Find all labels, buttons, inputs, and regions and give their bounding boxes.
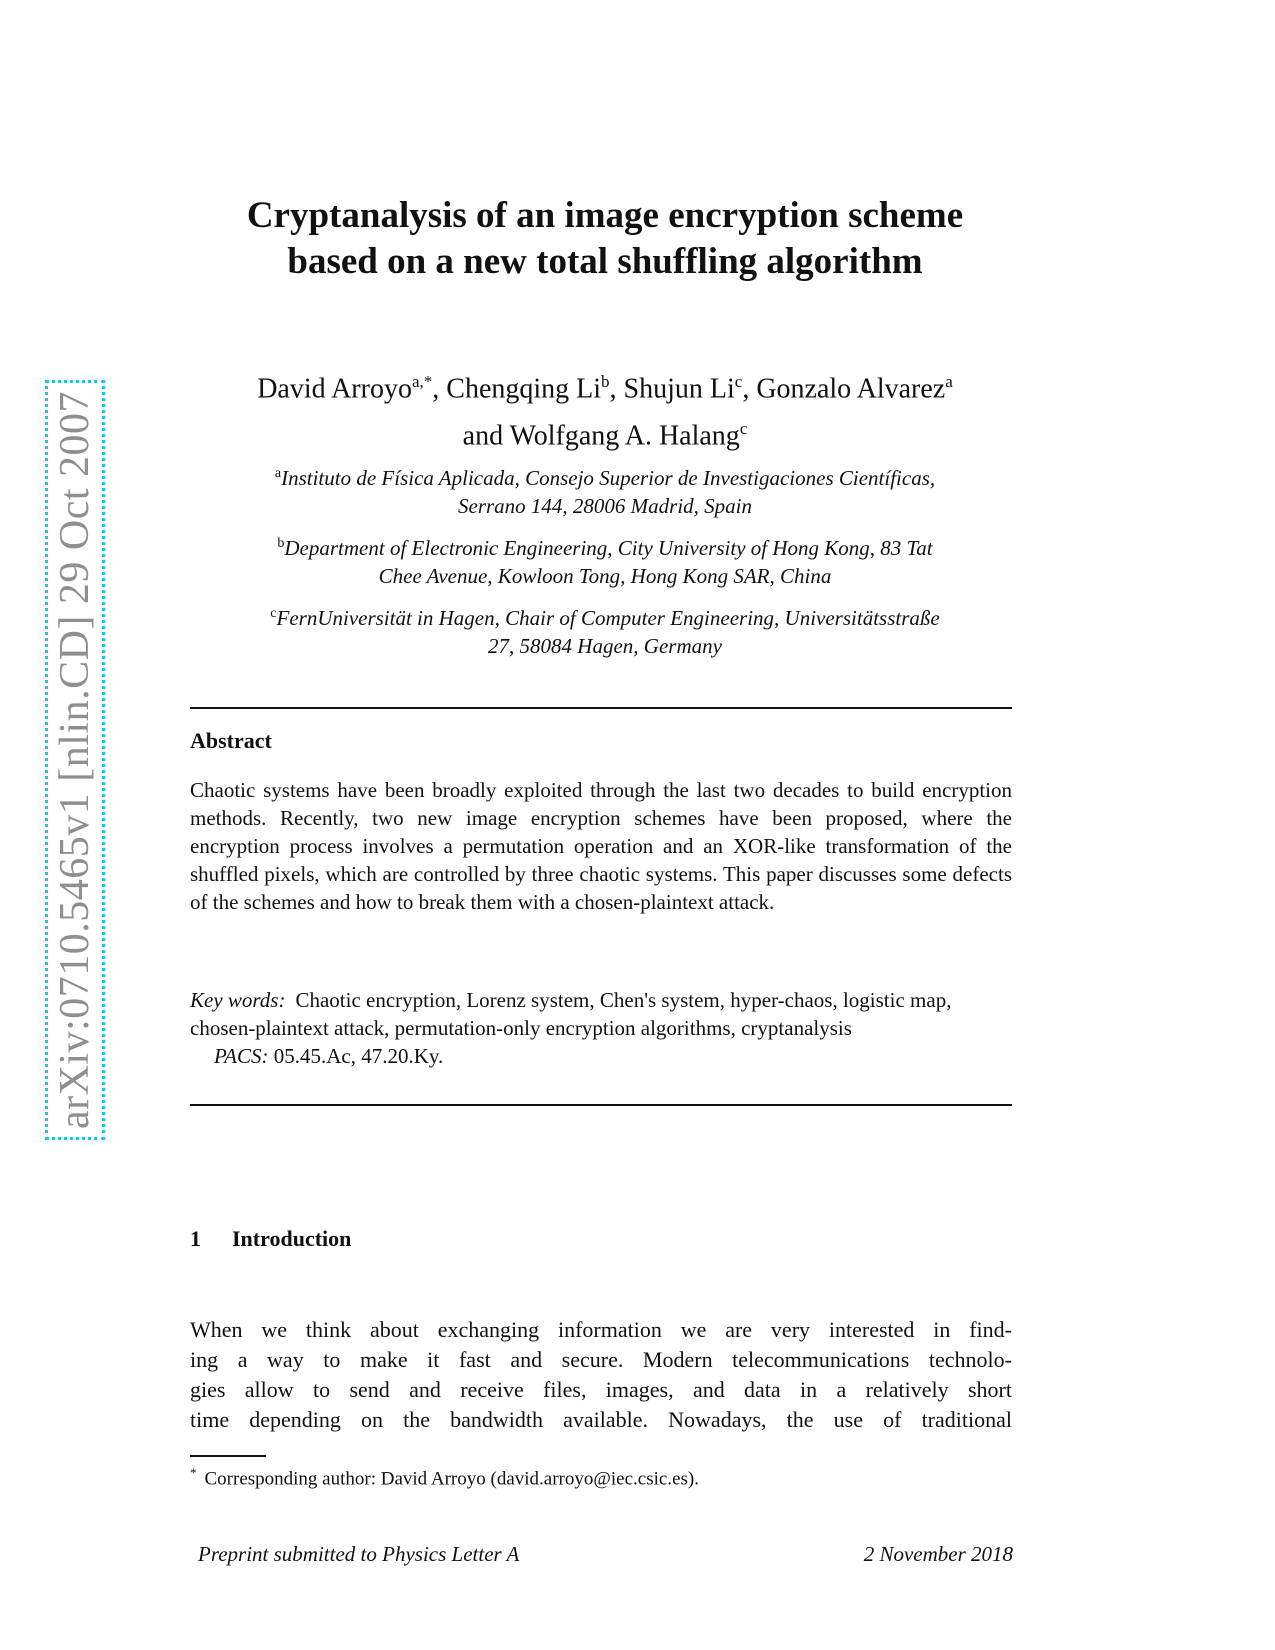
affiliation-mark: c bbox=[270, 606, 277, 621]
footnote-mark: * bbox=[190, 1465, 197, 1480]
section-number: 1 bbox=[190, 1226, 201, 1251]
text-line: time depending on the bandwidth available. Nowadays, the use of traditional bbox=[190, 1407, 1012, 1432]
keywords-block bbox=[190, 986, 1012, 1070]
introduction-text bbox=[190, 1315, 1012, 1435]
text-line: gies allow to send and receive files, images, and data in a relatively short bbox=[190, 1377, 1012, 1402]
footer-preprint-note: Preprint submitted to Physics Letter A bbox=[198, 1542, 520, 1566]
section-heading bbox=[190, 1226, 351, 1252]
author-list bbox=[180, 362, 1030, 457]
author-name: David Arroyo bbox=[257, 373, 412, 405]
author-affil-mark: b bbox=[601, 372, 610, 391]
arxiv-stamp[interactable]: arXiv:0710.5465v1 [nlin.CD] 29 Oct 2007 bbox=[45, 380, 105, 1140]
footnote-rule bbox=[190, 1455, 266, 1457]
affiliation-mark: b bbox=[277, 536, 285, 551]
text-line: When we think about exchanging information we are very interested in find- bbox=[190, 1317, 1012, 1342]
author-name: Shujun Li bbox=[623, 373, 735, 405]
abstract-heading: Abstract bbox=[190, 728, 272, 753]
footnote-text: Corresponding author: David Arroyo (david.arroyo@iec.csic.es). bbox=[204, 1468, 699, 1490]
title-line: Cryptanalysis of an image encryption scheme bbox=[246, 195, 964, 236]
author-affil-mark: a,* bbox=[411, 372, 433, 391]
affiliation-mark: a bbox=[274, 466, 282, 481]
pacs-text: 05.45.Ac, 47.20.Ky. bbox=[273, 1044, 444, 1068]
author-affil-mark: c bbox=[739, 419, 748, 439]
text-line: ing a way to make it fast and secure. Modern telecommunications technolo- bbox=[190, 1347, 1012, 1372]
footnote bbox=[190, 1460, 699, 1492]
keywords-label: Key words: bbox=[190, 988, 286, 1012]
paper-title bbox=[190, 193, 1020, 285]
title-line: based on a new total shuffling algorithm bbox=[287, 241, 923, 282]
affiliation: $^b$Department of Electronic Engineering, City University of Hong Kong, 83 Tat Chee Avenue, Kowloon Tong, Hong Kong SAR, China bbox=[277, 536, 933, 588]
author-name: Chengqing Li bbox=[446, 373, 602, 405]
author-name: Gonzalo Alvarez bbox=[756, 373, 946, 405]
author-line bbox=[180, 409, 1030, 456]
pacs-label: PACS: bbox=[214, 1044, 269, 1068]
abstract-bottom-rule bbox=[190, 1104, 1012, 1106]
author-name: and Wolfgang A. Halang bbox=[462, 420, 740, 452]
pacs-line bbox=[190, 1042, 1012, 1070]
author-affil-mark: c bbox=[734, 372, 743, 391]
footer-date: 2 November 2018 bbox=[863, 1542, 1013, 1566]
section-title: Introduction bbox=[232, 1226, 352, 1251]
author-affil-mark: a bbox=[945, 372, 953, 391]
keywords-text: Chaotic encryption, Lorenz system, Chen's system, hyper-chaos, logistic map, chosen-plaintext attack, permutation-only encryption algorithms, cryptanalysis bbox=[190, 988, 952, 1040]
affiliation: $^c$FernUniversität in Hagen, Chair of Computer Engineering, Universitätsstraße 27, 58084 Hagen, Germany bbox=[270, 606, 940, 658]
affiliation: $^a$Instituto de Física Aplicada, Consejo Superior de Investigaciones Científicas, Serrano 144, 28006 Madrid, Spain bbox=[274, 466, 936, 518]
abstract-top-rule bbox=[190, 707, 1012, 709]
affiliation-list bbox=[195, 460, 1015, 670]
abstract-text: Chaotic systems have been broadly exploited through the last two decades to build encryption methods. Recently, two new image encryption schemes have been proposed, where the encryption process involves a permutation operation and an XOR-like transformation of the shuffled pixels, which are controlled by three chaotic systems. This paper discusses some defects of the schemes and how to break them with a chosen-plaintext attack. bbox=[190, 778, 1012, 914]
author-line: David Arroyo$^{a,*}$, Chengqing Li$^b$, Shujun Li$^c$, Gonzalo Alvarez$^a$ bbox=[257, 372, 953, 405]
